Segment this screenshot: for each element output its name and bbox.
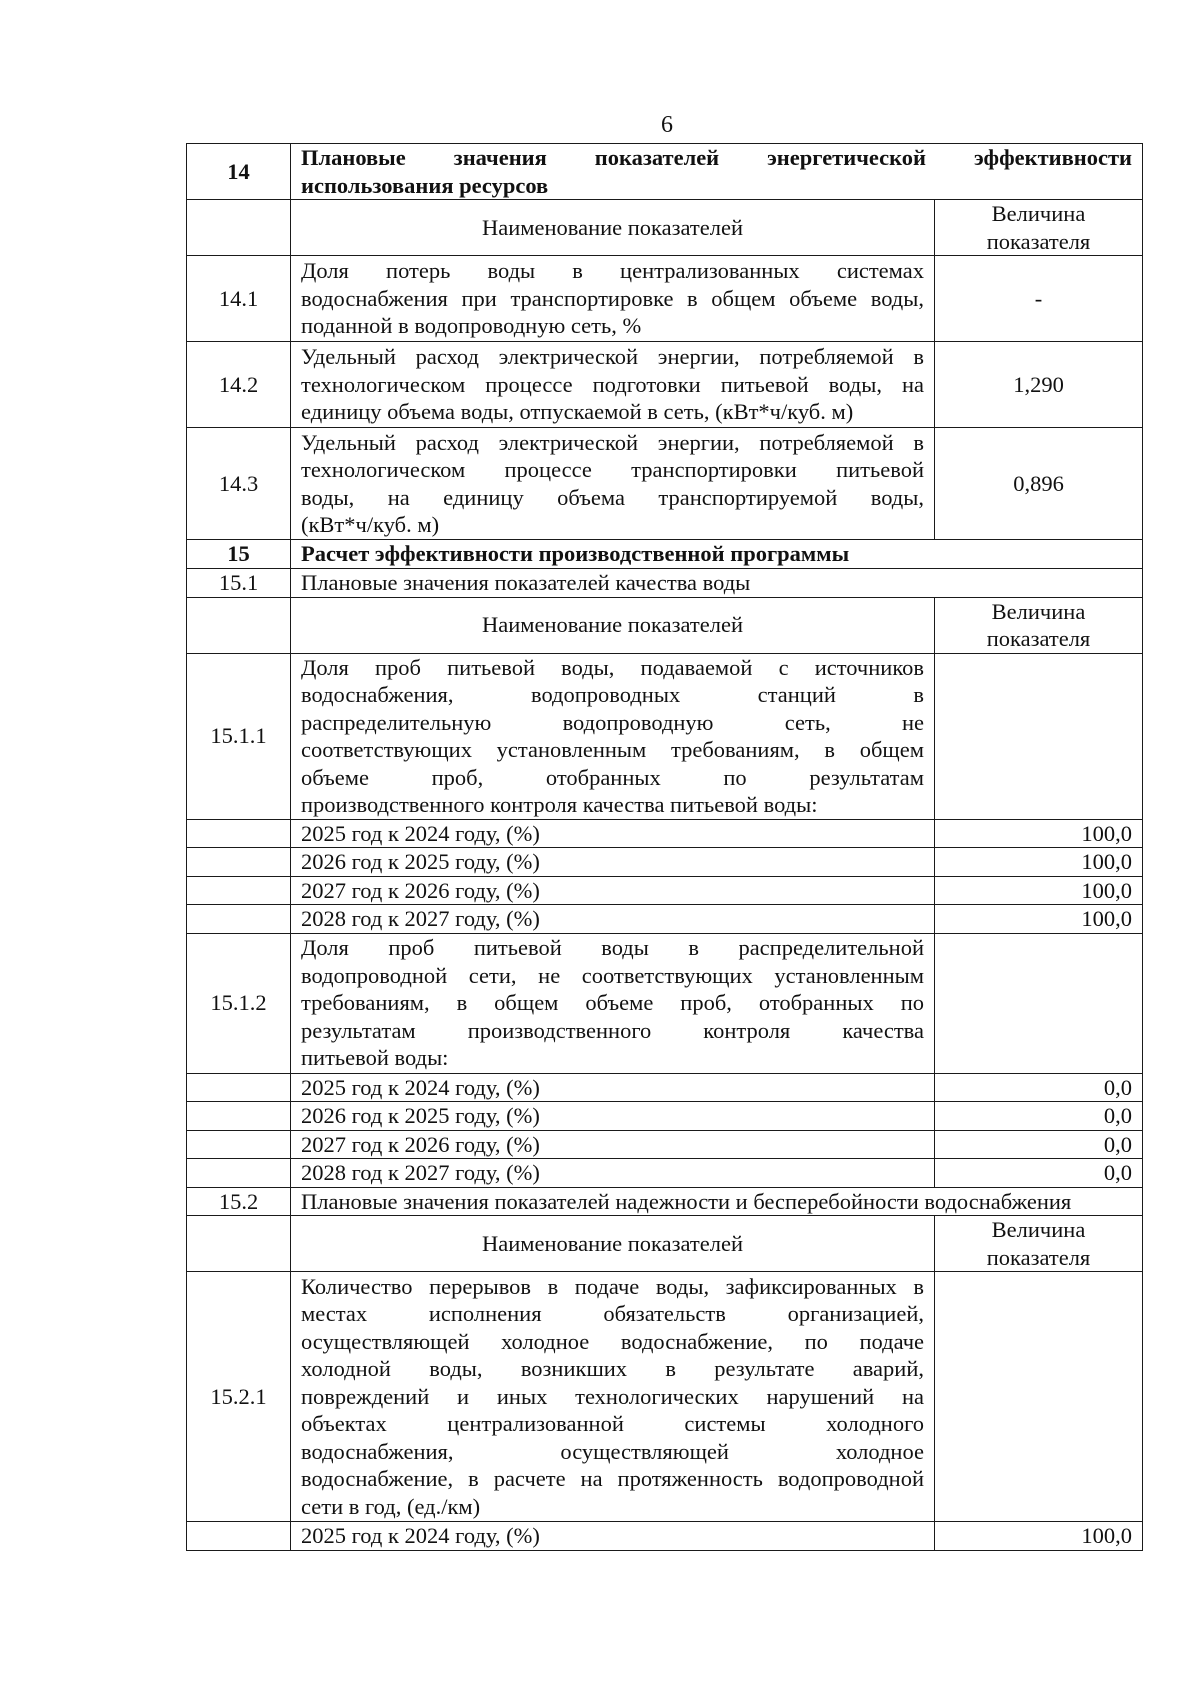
indicators-table bbox=[186, 143, 1143, 1551]
row-description: Доля проб питьевой воды, подаваемой с источников водоснабжения, водопроводных станций в распределительную водопроводную сеть, не соответствующих установленным требованиям, в общем объеме проб, отобранных по результатам производственного контроля качества питьевой воды: bbox=[291, 653, 935, 819]
subsection-number: 15.2 bbox=[187, 1187, 291, 1216]
row-description: Доля проб питьевой воды в распределительной водопроводной сети, не соответствующих установленным требованиям, в общем объеме проб, отобранных по результатам производственного контроля качества питьевой воды: bbox=[291, 933, 935, 1073]
header-name: Наименование показателей bbox=[291, 1216, 935, 1272]
year-value: 100,0 bbox=[935, 876, 1143, 905]
row-description: Удельный расход электрической энергии, потребляемой в технологическом процессе транспортировки питьевой воды, на единицу объема транспортируемой воды, (кВт*ч/куб. м) bbox=[291, 428, 935, 540]
year-row bbox=[187, 1159, 1143, 1188]
year-value: 100,0 bbox=[935, 1522, 1143, 1551]
year-label: 2025 год к 2024 году, (%) bbox=[291, 819, 935, 848]
year-label: 2025 год к 2024 году, (%) bbox=[291, 1522, 935, 1551]
indicator-row bbox=[187, 933, 1143, 1073]
year-label: 2027 год к 2026 году, (%) bbox=[291, 876, 935, 905]
header-value: Величина показателя bbox=[935, 597, 1143, 653]
year-row bbox=[187, 819, 1143, 848]
row-description: Доля потерь воды в централизованных системах водоснабжения при транспортировке в общем объеме воды, поданной в водопроводную сеть, % bbox=[291, 256, 935, 342]
year-value: 100,0 bbox=[935, 848, 1143, 877]
section-title: Расчет эффективности производственной программы bbox=[291, 540, 1143, 569]
year-label: 2026 год к 2025 году, (%) bbox=[291, 1102, 935, 1131]
row-number: 15.1.1 bbox=[187, 653, 291, 819]
section-14-row bbox=[187, 144, 1143, 200]
subsection-15-2-row bbox=[187, 1187, 1143, 1216]
year-row bbox=[187, 1522, 1143, 1551]
year-value: 100,0 bbox=[935, 819, 1143, 848]
row-description: Удельный расход электрической энергии, потребляемой в технологическом процессе подготовки питьевой воды, на единицу объема воды, отпускаемой в сеть, (кВт*ч/куб. м) bbox=[291, 342, 935, 428]
indicator-row bbox=[187, 428, 1143, 540]
row-number: 15.2.1 bbox=[187, 1272, 291, 1522]
year-label: 2026 год к 2025 году, (%) bbox=[291, 848, 935, 877]
section-title: Плановые значения показателей энергетической эффективности использования ресурсов bbox=[291, 144, 1143, 200]
year-value: 0,0 bbox=[935, 1159, 1143, 1188]
row-number: 14.3 bbox=[187, 428, 291, 540]
subsection-15-1-row bbox=[187, 568, 1143, 597]
year-label: 2028 год к 2027 году, (%) bbox=[291, 905, 935, 934]
year-value: 0,0 bbox=[935, 1130, 1143, 1159]
year-label: 2025 год к 2024 году, (%) bbox=[291, 1073, 935, 1102]
header-value: Величина показателя bbox=[935, 200, 1143, 256]
section-number: 14 bbox=[187, 144, 291, 200]
header-row bbox=[187, 597, 1143, 653]
header-row bbox=[187, 200, 1143, 256]
indicator-row bbox=[187, 1272, 1143, 1522]
year-label: 2027 год к 2026 году, (%) bbox=[291, 1130, 935, 1159]
page-number: 6 bbox=[661, 112, 673, 138]
header-row bbox=[187, 1216, 1143, 1272]
year-row bbox=[187, 1073, 1143, 1102]
subsection-number: 15.1 bbox=[187, 568, 291, 597]
indicator-row bbox=[187, 342, 1143, 428]
year-value: 0,0 bbox=[935, 1073, 1143, 1102]
subsection-title: Плановые значения показателей качества воды bbox=[291, 568, 1143, 597]
indicator-row bbox=[187, 256, 1143, 342]
header-value: Величина показателя bbox=[935, 1216, 1143, 1272]
year-label: 2028 год к 2027 году, (%) bbox=[291, 1159, 935, 1188]
row-value: - bbox=[935, 256, 1143, 342]
section-number: 15 bbox=[187, 540, 291, 569]
row-value: 0,896 bbox=[935, 428, 1143, 540]
row-value: 1,290 bbox=[935, 342, 1143, 428]
subsection-title: Плановые значения показателей надежности и бесперебойности водоснабжения bbox=[291, 1187, 1143, 1216]
year-value: 0,0 bbox=[935, 1102, 1143, 1131]
header-name: Наименование показателей bbox=[291, 200, 935, 256]
header-name: Наименование показателей bbox=[291, 597, 935, 653]
row-number: 15.1.2 bbox=[187, 933, 291, 1073]
year-row bbox=[187, 1102, 1143, 1131]
year-row bbox=[187, 1130, 1143, 1159]
year-value: 100,0 bbox=[935, 905, 1143, 934]
year-row bbox=[187, 876, 1143, 905]
row-description: Количество перерывов в подаче воды, зафиксированных в местах исполнения обязательств организацией, осуществляющей холодное водоснабжение, по подаче холодной воды, возникших в результате аварий, повреждений и иных технологических нарушений на объектах централизованной системы холодного водоснабжения, осуществляющей холодное водоснабжение, в расчете на протяженность водопроводной сети в год, (ед./км) bbox=[291, 1272, 935, 1522]
section-15-row bbox=[187, 540, 1143, 569]
row-number: 14.2 bbox=[187, 342, 291, 428]
row-number: 14.1 bbox=[187, 256, 291, 342]
year-row bbox=[187, 848, 1143, 877]
year-row bbox=[187, 905, 1143, 934]
indicator-row bbox=[187, 653, 1143, 819]
